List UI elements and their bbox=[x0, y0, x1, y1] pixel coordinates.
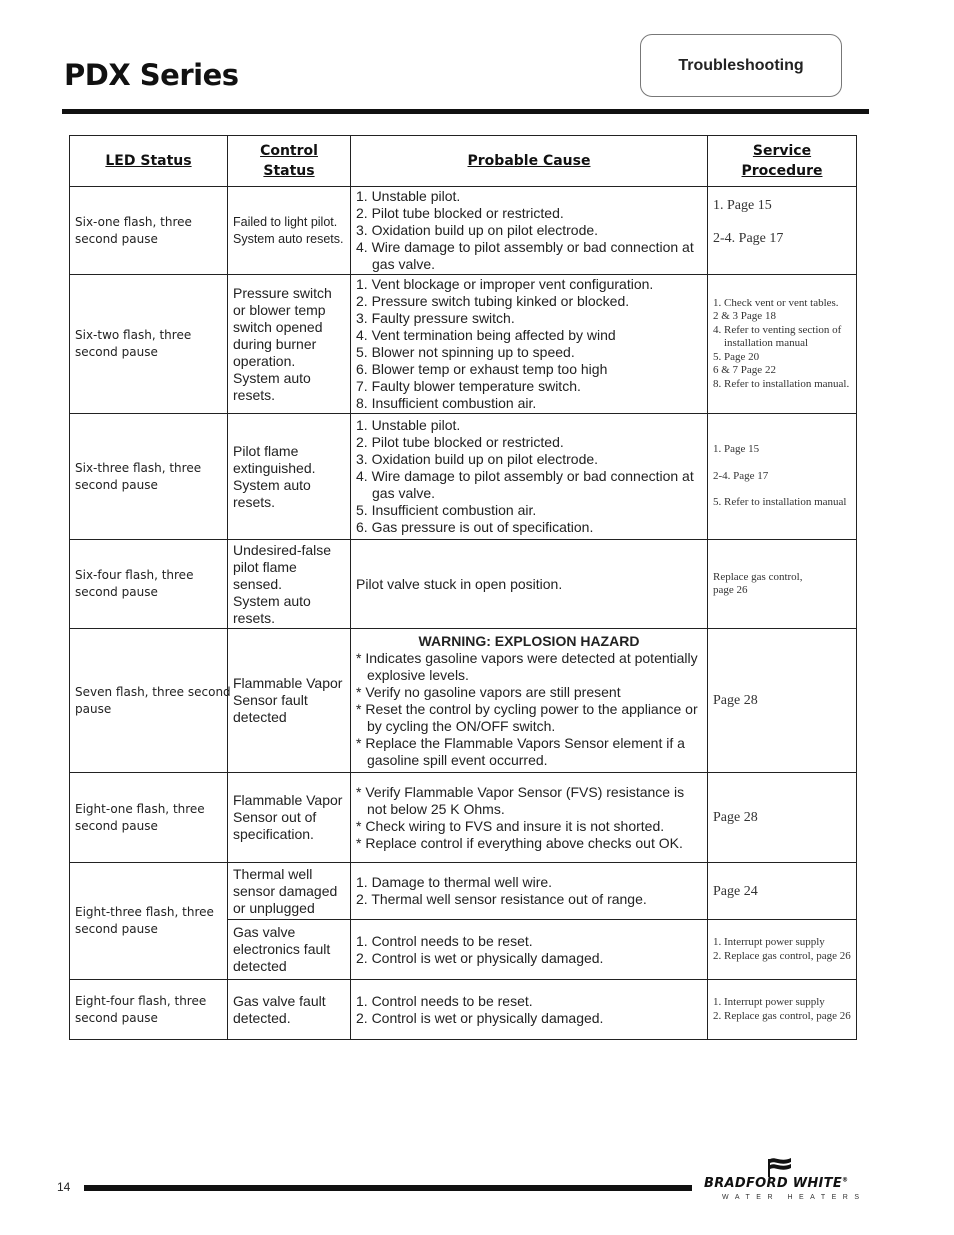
control-status-cell bbox=[228, 275, 351, 414]
cause-item: 8. Insufficient combustion air. bbox=[356, 395, 537, 411]
control-line: resets. bbox=[233, 609, 276, 626]
cause-item: * Indicates gasoline vapors were detected at potentially explosive levels. bbox=[356, 649, 698, 683]
led-line: Eight-one flash, three bbox=[75, 801, 205, 816]
control-line: Pressure switch bbox=[233, 284, 332, 301]
control-status-cell bbox=[228, 773, 351, 863]
service-item: Page 28 bbox=[713, 810, 758, 825]
control-line: operation. bbox=[233, 352, 296, 369]
cause-item: 3. Oxidation build up on pilot electrode. bbox=[356, 222, 599, 238]
control-line: pilot flame bbox=[233, 558, 297, 575]
led-status-cell bbox=[70, 773, 228, 863]
service-item: 1. Interrupt power supply bbox=[713, 996, 825, 1008]
led-status-cell bbox=[70, 275, 228, 414]
control-line: Failed to light pilot. bbox=[233, 214, 338, 229]
cause-item: 2. Pilot tube blocked or restricted. bbox=[356, 205, 564, 221]
cause-item: 5. Blower not spinning up to speed. bbox=[356, 344, 575, 360]
section-label: Troubleshooting bbox=[678, 57, 804, 74]
cause-item: 1. Unstable pilot. bbox=[356, 188, 461, 204]
table-row bbox=[70, 414, 857, 540]
led-line: second pause bbox=[75, 1010, 158, 1025]
led-line: Eight-four flash, three bbox=[75, 993, 207, 1008]
service-item: 4. Refer to venting section of installation manual bbox=[713, 323, 842, 350]
control-line: sensor damaged bbox=[233, 882, 338, 899]
control-line: sensed. bbox=[233, 575, 283, 592]
led-status-cell bbox=[70, 863, 228, 980]
probable-cause-cell bbox=[351, 980, 708, 1040]
led-line: pause bbox=[75, 701, 112, 716]
led-line: Eight-three flash, three bbox=[75, 905, 214, 919]
cause-item: 3. Faulty pressure switch. bbox=[356, 310, 515, 326]
table-row bbox=[70, 980, 857, 1040]
cause-item: 4. Vent termination being affected by wind bbox=[356, 327, 616, 343]
control-line: Flammable Vapor bbox=[233, 792, 343, 808]
led-line: second pause bbox=[75, 477, 158, 492]
probable-cause-cell bbox=[351, 629, 708, 773]
table-row bbox=[70, 863, 857, 920]
probable-cause-cell bbox=[351, 275, 708, 414]
control-line: System auto bbox=[233, 592, 311, 609]
control-status-cell bbox=[228, 863, 351, 920]
service-item: Page 24 bbox=[713, 883, 758, 899]
table-row bbox=[70, 629, 857, 773]
control-status-cell bbox=[228, 629, 351, 773]
control-status-cell bbox=[228, 187, 351, 275]
control-status-cell bbox=[228, 540, 351, 629]
service-item: 2-4. Page 17 bbox=[713, 469, 769, 482]
footer-rule bbox=[84, 1185, 692, 1191]
service-item: 6 & 7 Page 22 bbox=[713, 364, 776, 377]
probable-cause-cell bbox=[351, 863, 708, 920]
service-item: 1. Page 15 bbox=[713, 443, 760, 456]
led-status-cell bbox=[70, 414, 228, 540]
service-procedure-cell bbox=[708, 540, 857, 629]
control-status-cell bbox=[228, 920, 351, 980]
service-item: Replace gas control, bbox=[713, 570, 803, 583]
service-procedure-cell bbox=[708, 414, 857, 540]
control-line: System auto resets. bbox=[233, 231, 344, 246]
control-line: Gas valve fault bbox=[233, 992, 326, 1009]
control-status-cell bbox=[228, 414, 351, 540]
cause-item: 6. Gas pressure is out of specification. bbox=[356, 519, 594, 535]
cause-item: 2. Thermal well sensor resistance out of range. bbox=[356, 891, 647, 907]
led-line: second pause bbox=[75, 231, 158, 246]
control-line: Flammable Vapor bbox=[233, 675, 343, 691]
cause-item: 4. Wire damage to pilot assembly or bad connection at gas valve. bbox=[356, 468, 694, 501]
control-line: System auto bbox=[233, 369, 311, 386]
header-led-status: LED Status bbox=[70, 136, 228, 187]
cause-item: 3. Oxidation build up on pilot electrode. bbox=[356, 451, 599, 467]
service-item: 5. Refer to installation manual bbox=[713, 496, 847, 509]
table-row bbox=[70, 773, 857, 863]
service-item: 8. Refer to installation manual. bbox=[713, 377, 850, 390]
logo-subtitle: WATER HEATERS bbox=[722, 1194, 866, 1201]
led-status-cell bbox=[70, 629, 231, 773]
troubleshooting-table bbox=[69, 135, 857, 1040]
header-probable-cause: Probable Cause bbox=[351, 136, 708, 187]
service-procedure-cell bbox=[708, 187, 857, 275]
control-line: resets. bbox=[233, 493, 276, 510]
control-line: Pilot flame bbox=[233, 442, 299, 459]
cause-item: 1. Damage to thermal well wire. bbox=[356, 874, 553, 890]
control-line: during burner bbox=[233, 335, 317, 352]
cause-item: * Replace the Flammable Vapors Sensor element if a gasoline spill event occurred. bbox=[356, 734, 685, 768]
control-line: System auto bbox=[233, 476, 311, 493]
control-line: electronics fault bbox=[233, 941, 331, 957]
service-item: 1. Interrupt power supply bbox=[713, 936, 825, 948]
cause-item: 4. Wire damage to pilot assembly or bad connection at gas valve. bbox=[356, 239, 694, 272]
table-row bbox=[70, 187, 857, 275]
service-item: 2 & 3 Page 18 bbox=[713, 310, 776, 323]
service-procedure-cell bbox=[708, 920, 857, 980]
control-line: Gas valve bbox=[233, 924, 296, 940]
led-line: Six-four flash, three bbox=[75, 568, 194, 582]
probable-cause-cell bbox=[351, 920, 708, 980]
table-row bbox=[70, 275, 857, 414]
led-line: second pause bbox=[75, 585, 158, 599]
cause-item: * Verify Flammable Vapor Sensor (FVS) resistance is not below 25 K Ohms. bbox=[356, 783, 685, 817]
cause-item: 2. Control is wet or physically damaged. bbox=[356, 949, 604, 966]
service-item: 2-4. Page 17 bbox=[713, 231, 784, 246]
service-item: page 26 bbox=[713, 584, 748, 596]
cause-item: * Reset the control by cycling power to the appliance or by cycling the ON/OFF switch. bbox=[356, 700, 698, 734]
service-procedure-cell bbox=[708, 863, 857, 920]
led-line: Six-one flash, three bbox=[75, 214, 192, 229]
cause-item: 1. Vent blockage or improper vent configuration. bbox=[356, 276, 654, 292]
control-line: switch opened bbox=[233, 318, 323, 335]
cause-item: 2. Pressure switch tubing kinked or blocked. bbox=[356, 293, 630, 309]
control-line: Undesired-false bbox=[233, 541, 332, 558]
led-status-cell bbox=[70, 187, 228, 275]
header-service-procedure bbox=[708, 136, 857, 187]
bradford-white-logo bbox=[702, 1150, 866, 1210]
cause-item: 7. Faulty blower temperature switch. bbox=[356, 378, 581, 394]
control-line: Sensor out of bbox=[233, 809, 317, 825]
cause-item: * Verify no gasoline vapors are still present bbox=[356, 683, 621, 700]
control-line: specification. bbox=[233, 826, 314, 842]
logo-wordmark bbox=[704, 1176, 848, 1191]
control-line: detected bbox=[233, 958, 287, 974]
registered-mark: ® bbox=[842, 1176, 849, 1184]
cause-item: 5. Insufficient combustion air. bbox=[356, 502, 537, 518]
header-control-status: Control Status bbox=[228, 136, 351, 187]
control-line: Sensor fault bbox=[233, 692, 308, 708]
control-line: detected. bbox=[233, 1009, 291, 1026]
probable-cause-cell bbox=[351, 540, 708, 629]
cause-item: 2. Control is wet or physically damaged. bbox=[356, 1009, 604, 1026]
service-item: 1. Check vent or vent tables. bbox=[713, 296, 839, 309]
cause-item: * Check wiring to FVS and insure it is not shorted. bbox=[356, 817, 665, 834]
table-header-row bbox=[70, 136, 857, 187]
service-procedure-cell bbox=[708, 773, 857, 863]
probable-cause-cell bbox=[351, 414, 708, 540]
section-tab bbox=[640, 34, 842, 97]
control-line: resets. bbox=[233, 386, 276, 403]
control-line: detected bbox=[233, 709, 287, 725]
control-line: or blower temp bbox=[233, 301, 326, 318]
cause-item: 1. Unstable pilot. bbox=[356, 417, 461, 433]
header-rule bbox=[62, 109, 869, 114]
led-line: Seven flash, three second bbox=[75, 684, 231, 699]
service-item: 2. Replace gas control, page 26 bbox=[713, 949, 851, 962]
cause-item: 1. Control needs to be reset. bbox=[356, 992, 533, 1009]
control-line: Thermal well bbox=[233, 865, 313, 882]
led-line: Six-two flash, three bbox=[75, 328, 192, 342]
service-item: 2. Replace gas control, page 26 bbox=[713, 1009, 851, 1022]
probable-cause-cell bbox=[351, 187, 708, 275]
page-number: 14 bbox=[57, 1180, 71, 1194]
probable-cause-cell bbox=[351, 773, 708, 863]
warning-title: WARNING: EXPLOSION HAZARD bbox=[418, 632, 640, 649]
control-line: extinguished. bbox=[233, 459, 316, 476]
table-row bbox=[70, 540, 857, 629]
led-line: second pause bbox=[75, 922, 158, 936]
logo-main-text: BRADFORD WHITE bbox=[704, 1176, 843, 1191]
control-line: or unplugged bbox=[233, 899, 315, 916]
led-status-cell bbox=[70, 980, 228, 1040]
control-status-cell bbox=[228, 980, 351, 1040]
service-item: 5. Page 20 bbox=[713, 350, 760, 363]
led-line: second pause bbox=[75, 345, 158, 359]
cause-item: 6. Blower temp or exhaust temp too high bbox=[356, 361, 608, 377]
cause-item: 2. Pilot tube blocked or restricted. bbox=[356, 434, 564, 450]
cause-item: * Replace control if everything above checks out OK. bbox=[356, 834, 683, 851]
header-service-line-2: Procedure bbox=[741, 163, 823, 179]
flag-icon bbox=[766, 1154, 794, 1178]
service-item: Page 28 bbox=[713, 693, 758, 708]
service-procedure-cell bbox=[708, 629, 857, 773]
service-procedure-cell bbox=[708, 275, 857, 414]
service-item: 1. Page 15 bbox=[713, 198, 772, 213]
cause-item: 1. Control needs to be reset. bbox=[356, 932, 533, 949]
header-service-line-1: Service bbox=[752, 143, 812, 159]
led-status-cell bbox=[70, 540, 228, 629]
service-procedure-cell bbox=[708, 980, 857, 1040]
led-line: second pause bbox=[75, 818, 158, 833]
led-line: Six-three flash, three bbox=[75, 460, 202, 475]
series-title: PDX Series bbox=[64, 58, 239, 92]
cause-item: Pilot valve stuck in open position. bbox=[356, 575, 563, 592]
